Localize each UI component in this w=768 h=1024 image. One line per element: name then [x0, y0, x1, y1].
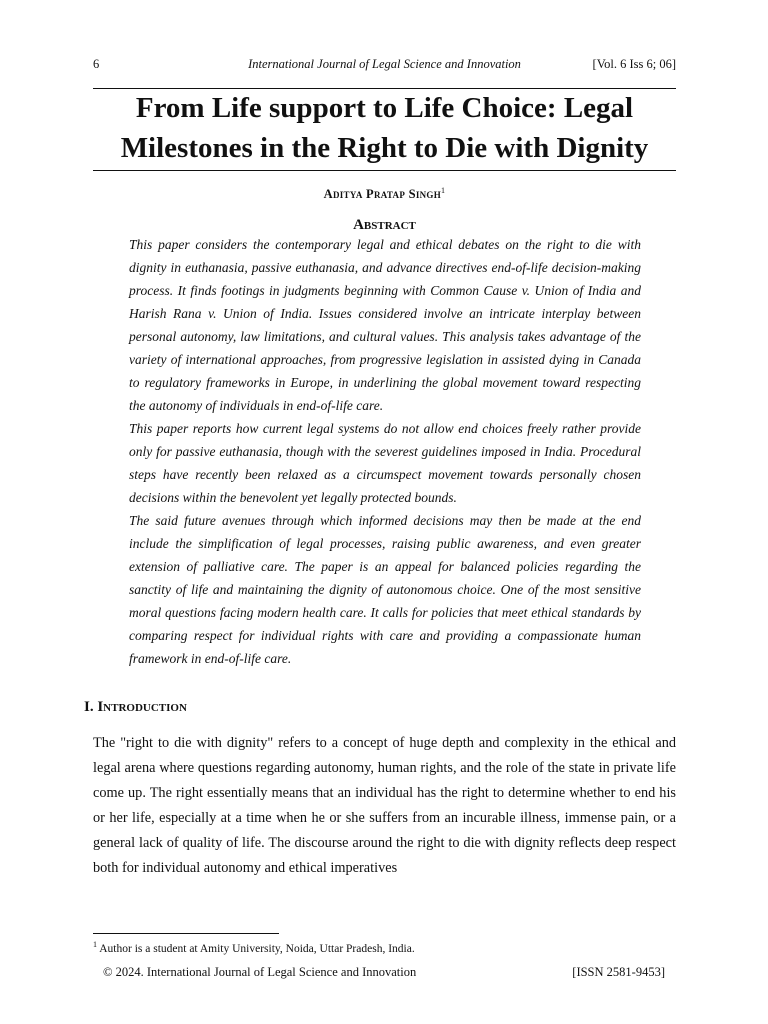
page-footer — [103, 965, 665, 983]
footnote-mark: 1 — [93, 940, 97, 949]
abstract-paragraph: This paper reports how current legal systems do not allow end choices freely rather provide only for passive euthanasia, though with the severest guidelines imposed in India. Procedural steps have recently been relaxed as a circumspect movement towards personally chosen decisions within the benevolent yet legally protected bounds. — [129, 421, 641, 505]
abstract-paragraph: The said future avenues through which informed decisions may then be made at the end include the simplification of legal processes, raising public awareness, and even greater extension of palliative care. The paper is an appeal for balanced policies regarding the sanctity of life and maintaining the dignity of autonomous choice. One of the most sensitive moral questions facing modern health care. It calls for policies that meet ethical standards by comparing respect for individual rights with care and providing a compassionate human framework in end-of-life care. — [129, 513, 641, 666]
page-number: 6 — [93, 57, 100, 71]
copyright-notice: © 2024. International Journal of Legal Science and Innovation — [103, 965, 417, 979]
title-bottom-rule — [93, 170, 676, 171]
footnote — [93, 940, 415, 955]
author-line — [93, 186, 676, 202]
paper-title: From Life support to Life Choice: Legal Milestones in the Right to Die with Dignity — [120, 92, 649, 164]
author-footnote-mark: 1 — [441, 186, 446, 195]
introduction-paragraph: The "right to die with dignity" refers to a concept of huge depth and complexity in the ethical and legal arena where questions regarding autonomy, human rights, and the role of the state in private life come up. The right essentially means that an individual has the right to determine whether to end his or her life, especially at a time when he or she suffers from an incurable illness, immense pain, or a general lack of quality of life. The discourse around the right to die with dignity reflects deep respect both for individual autonomy and ethical imperatives — [93, 735, 676, 876]
section-heading-introduction: I. Introduction — [84, 699, 187, 715]
abstract-heading: Abstract — [353, 217, 416, 233]
running-header — [93, 57, 676, 77]
footnote-rule — [93, 933, 279, 934]
volume-info: [Vol. 6 Iss 6; 06] — [592, 57, 676, 71]
footnote-text: Author is a student at Amity University, Noida, Uttar Pradesh, India. — [97, 942, 415, 955]
issn-number: [ISSN 2581-9453] — [572, 965, 665, 979]
journal-name: International Journal of Legal Science and Innovation — [248, 57, 521, 71]
author-name: Aditya Pratap Singh — [323, 187, 442, 202]
abstract-body — [129, 233, 641, 670]
abstract-paragraph: This paper considers the contemporary legal and ethical debates on the right to die with dignity in euthanasia, passive euthanasia, and advance directives end-of-life decision-making process. It finds footings in judgments beginning with Common Cause v. Union of India and Harish Rana v. Union of India. Issues considered involve an intricate interplay between personal autonomy, law limitations, and cultural values. This analysis takes advantage of the variety of international approaches, from progressive legislation in assisted dying in Canada to regulatory frameworks in Europe, in underlining the global movement toward respecting the autonomy of individuals in end-of-life care. — [129, 237, 641, 413]
